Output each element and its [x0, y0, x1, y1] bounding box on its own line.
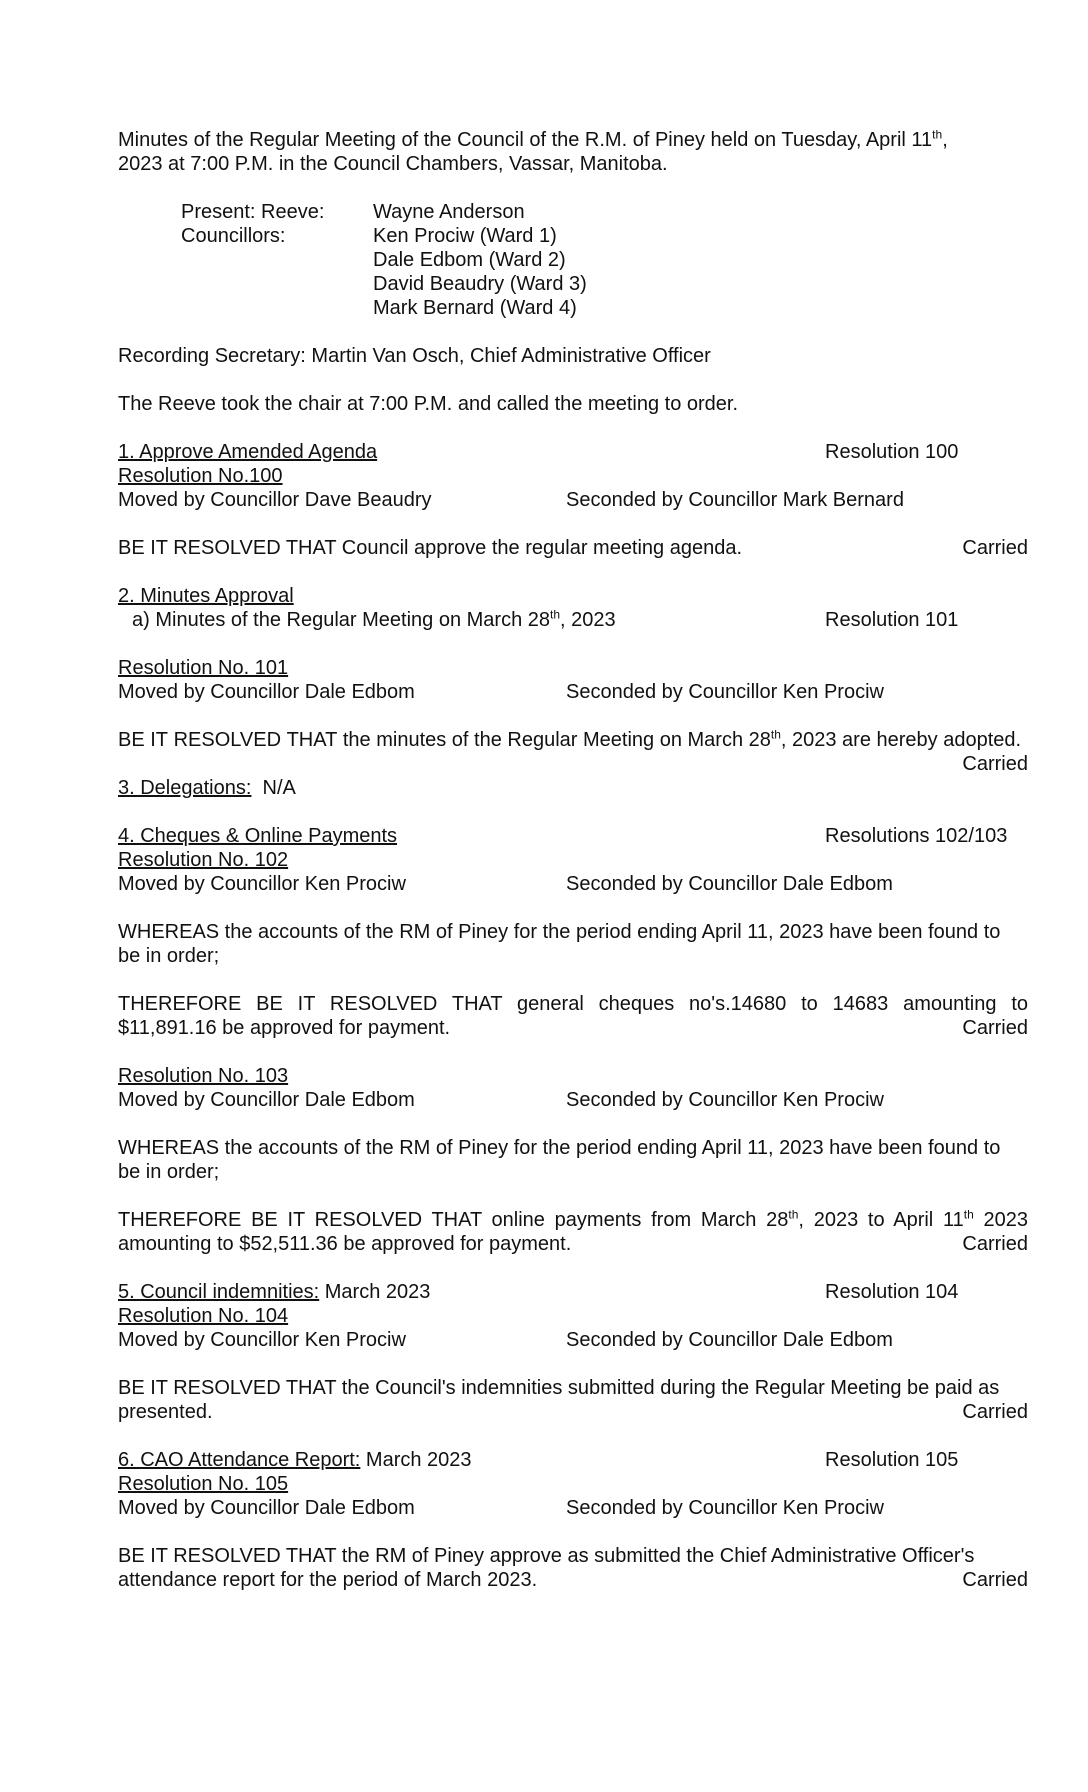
councillor-name: Dale Edbom (Ward 2) [373, 249, 566, 271]
carried-status: Carried [962, 1569, 1028, 1591]
seconded-by: Seconded by Councillor Ken Prociw [566, 1497, 884, 1519]
carried-status: Carried [962, 1017, 1028, 1039]
mover-row [118, 1088, 1028, 1112]
carried-status: Carried [962, 753, 1028, 775]
resolution-number: Resolution No. 103 [118, 1065, 289, 1087]
resolution-ref: Resolution 105 [825, 1449, 959, 1471]
superscript: th [932, 127, 943, 142]
mover-row [118, 680, 1028, 704]
delegations-value: N/A [262, 777, 296, 799]
resolution-number: Resolution No. 102 [118, 849, 289, 871]
header-text: Minutes of the Regular Meeting of the Council of the R.M. of Piney held on Tuesday, April 11 [118, 129, 933, 151]
delegations-row [118, 776, 1028, 800]
councillor-name: Ken Prociw (Ward 1) [373, 225, 557, 247]
seconded-by: Seconded by Councillor Mark Bernard [566, 489, 904, 511]
section-heading-row [118, 440, 1028, 464]
moved-by: Moved by Councillor Ken Prociw [118, 873, 406, 895]
resolution-ref: Resolutions 102/103 [825, 825, 1008, 847]
carried-status: Carried [962, 1401, 1028, 1423]
header-text: 2023 at 7:00 P.M. in the Council Chambers, Vassar, Manitoba. [118, 153, 668, 175]
seconded-by: Seconded by Councillor Dale Edbom [566, 1329, 893, 1351]
mover-row [118, 1496, 1028, 1520]
header-text: , [942, 129, 948, 151]
section-title: 2. Minutes Approval [118, 585, 294, 607]
section-heading-row [118, 1280, 1028, 1304]
resolution-number: Resolution No.100 [118, 465, 283, 487]
resolution-text-block [118, 1376, 1028, 1424]
moved-by: Moved by Councillor Dale Edbom [118, 681, 415, 703]
seconded-by: Seconded by Councillor Ken Prociw [566, 1089, 884, 1111]
agenda-item: a) Minutes of the Regular Meeting on March 28th, 2023 [132, 607, 616, 631]
councillors-label: Councillors: [181, 225, 286, 247]
section-title: 4. Cheques & Online Payments [118, 825, 398, 847]
section-title: 6. CAO Attendance Report: March 2023 [118, 1449, 472, 1471]
reeve-label: Present: Reeve: [181, 201, 325, 223]
minutes-page [118, 128, 1028, 1592]
resolution-number: Resolution No. 104 [118, 1305, 289, 1327]
resolution-text-block [118, 727, 1028, 775]
attendance-block [181, 200, 1028, 320]
section-title: 3. Delegations: [118, 777, 252, 799]
carried-status: Carried [962, 1233, 1028, 1255]
resolution-number: Resolution No. 101 [118, 657, 289, 679]
moved-by: Moved by Councillor Dale Edbom [118, 1089, 415, 1111]
mover-row [118, 1328, 1028, 1352]
moved-by: Moved by Councillor Dave Beaudry [118, 489, 432, 511]
resolution-text-block [118, 992, 1028, 1040]
mover-row [118, 488, 1028, 512]
therefore-text: THEREFORE BE IT RESOLVED THAT general cheques no's.14680 to 14683 amounting to $11,891.16 be approved for payment. [118, 993, 1028, 1039]
resolution-ref: Resolution 100 [825, 441, 959, 463]
resolution-ref: Resolution 104 [825, 1281, 959, 1303]
section-heading-row [118, 1448, 1028, 1472]
resolution-text: BE IT RESOLVED THAT the Council's indemnities submitted during the Regular Meeting be paid as presented. [118, 1377, 1000, 1423]
moved-by: Moved by Councillor Dale Edbom [118, 1497, 415, 1519]
attendance-labels [181, 200, 373, 248]
recording-secretary: Recording Secretary: Martin Van Osch, Chief Administrative Officer [118, 345, 711, 367]
call-to-order: The Reeve took the chair at 7:00 P.M. and called the meeting to order. [118, 393, 739, 415]
mover-row [118, 872, 1028, 896]
resolution-text: BE IT RESOLVED THAT Council approve the regular meeting agenda. [118, 537, 743, 559]
agenda-item-row [118, 608, 1028, 632]
reeve-name: Wayne Anderson [373, 201, 525, 223]
whereas-text: WHEREAS the accounts of the RM of Piney for the period ending April 11, 2023 have been found to be in order; [118, 921, 1001, 967]
seconded-by: Seconded by Councillor Dale Edbom [566, 873, 893, 895]
moved-by: Moved by Councillor Ken Prociw [118, 1329, 406, 1351]
resolution-text-row [118, 536, 1028, 560]
therefore-text: THEREFORE BE IT RESOLVED THAT online payments from March 28th, 2023 to April 11th 2023 amounting to $52,511.36 be approved for payment. [118, 1207, 1028, 1255]
section-heading-row [118, 824, 1028, 848]
section-title: 5. Council indemnities: March 2023 [118, 1281, 431, 1303]
councillor-name: Mark Bernard (Ward 4) [373, 297, 577, 319]
resolution-number: Resolution No. 105 [118, 1473, 289, 1495]
seconded-by: Seconded by Councillor Ken Prociw [566, 681, 884, 703]
resolution-text: BE IT RESOLVED THAT the minutes of the Regular Meeting on March 28th, 2023 are hereby adopted. [118, 727, 1022, 751]
resolution-text-block [118, 1544, 1028, 1592]
meeting-header [118, 128, 1028, 176]
resolution-text-block [118, 1208, 1028, 1256]
resolution-text: BE IT RESOLVED THAT the RM of Piney approve as submitted the Chief Administrative Officer's attendance report for the period of March 2023. [118, 1545, 975, 1591]
councillor-name: David Beaudry (Ward 3) [373, 273, 587, 295]
whereas-text: WHEREAS the accounts of the RM of Piney for the period ending April 11, 2023 have been found to be in order; [118, 1137, 1001, 1183]
attendance-names [373, 200, 587, 320]
carried-status: Carried [962, 537, 1028, 559]
resolution-ref: Resolution 101 [825, 609, 959, 631]
section-title: 1. Approve Amended Agenda [118, 441, 378, 463]
